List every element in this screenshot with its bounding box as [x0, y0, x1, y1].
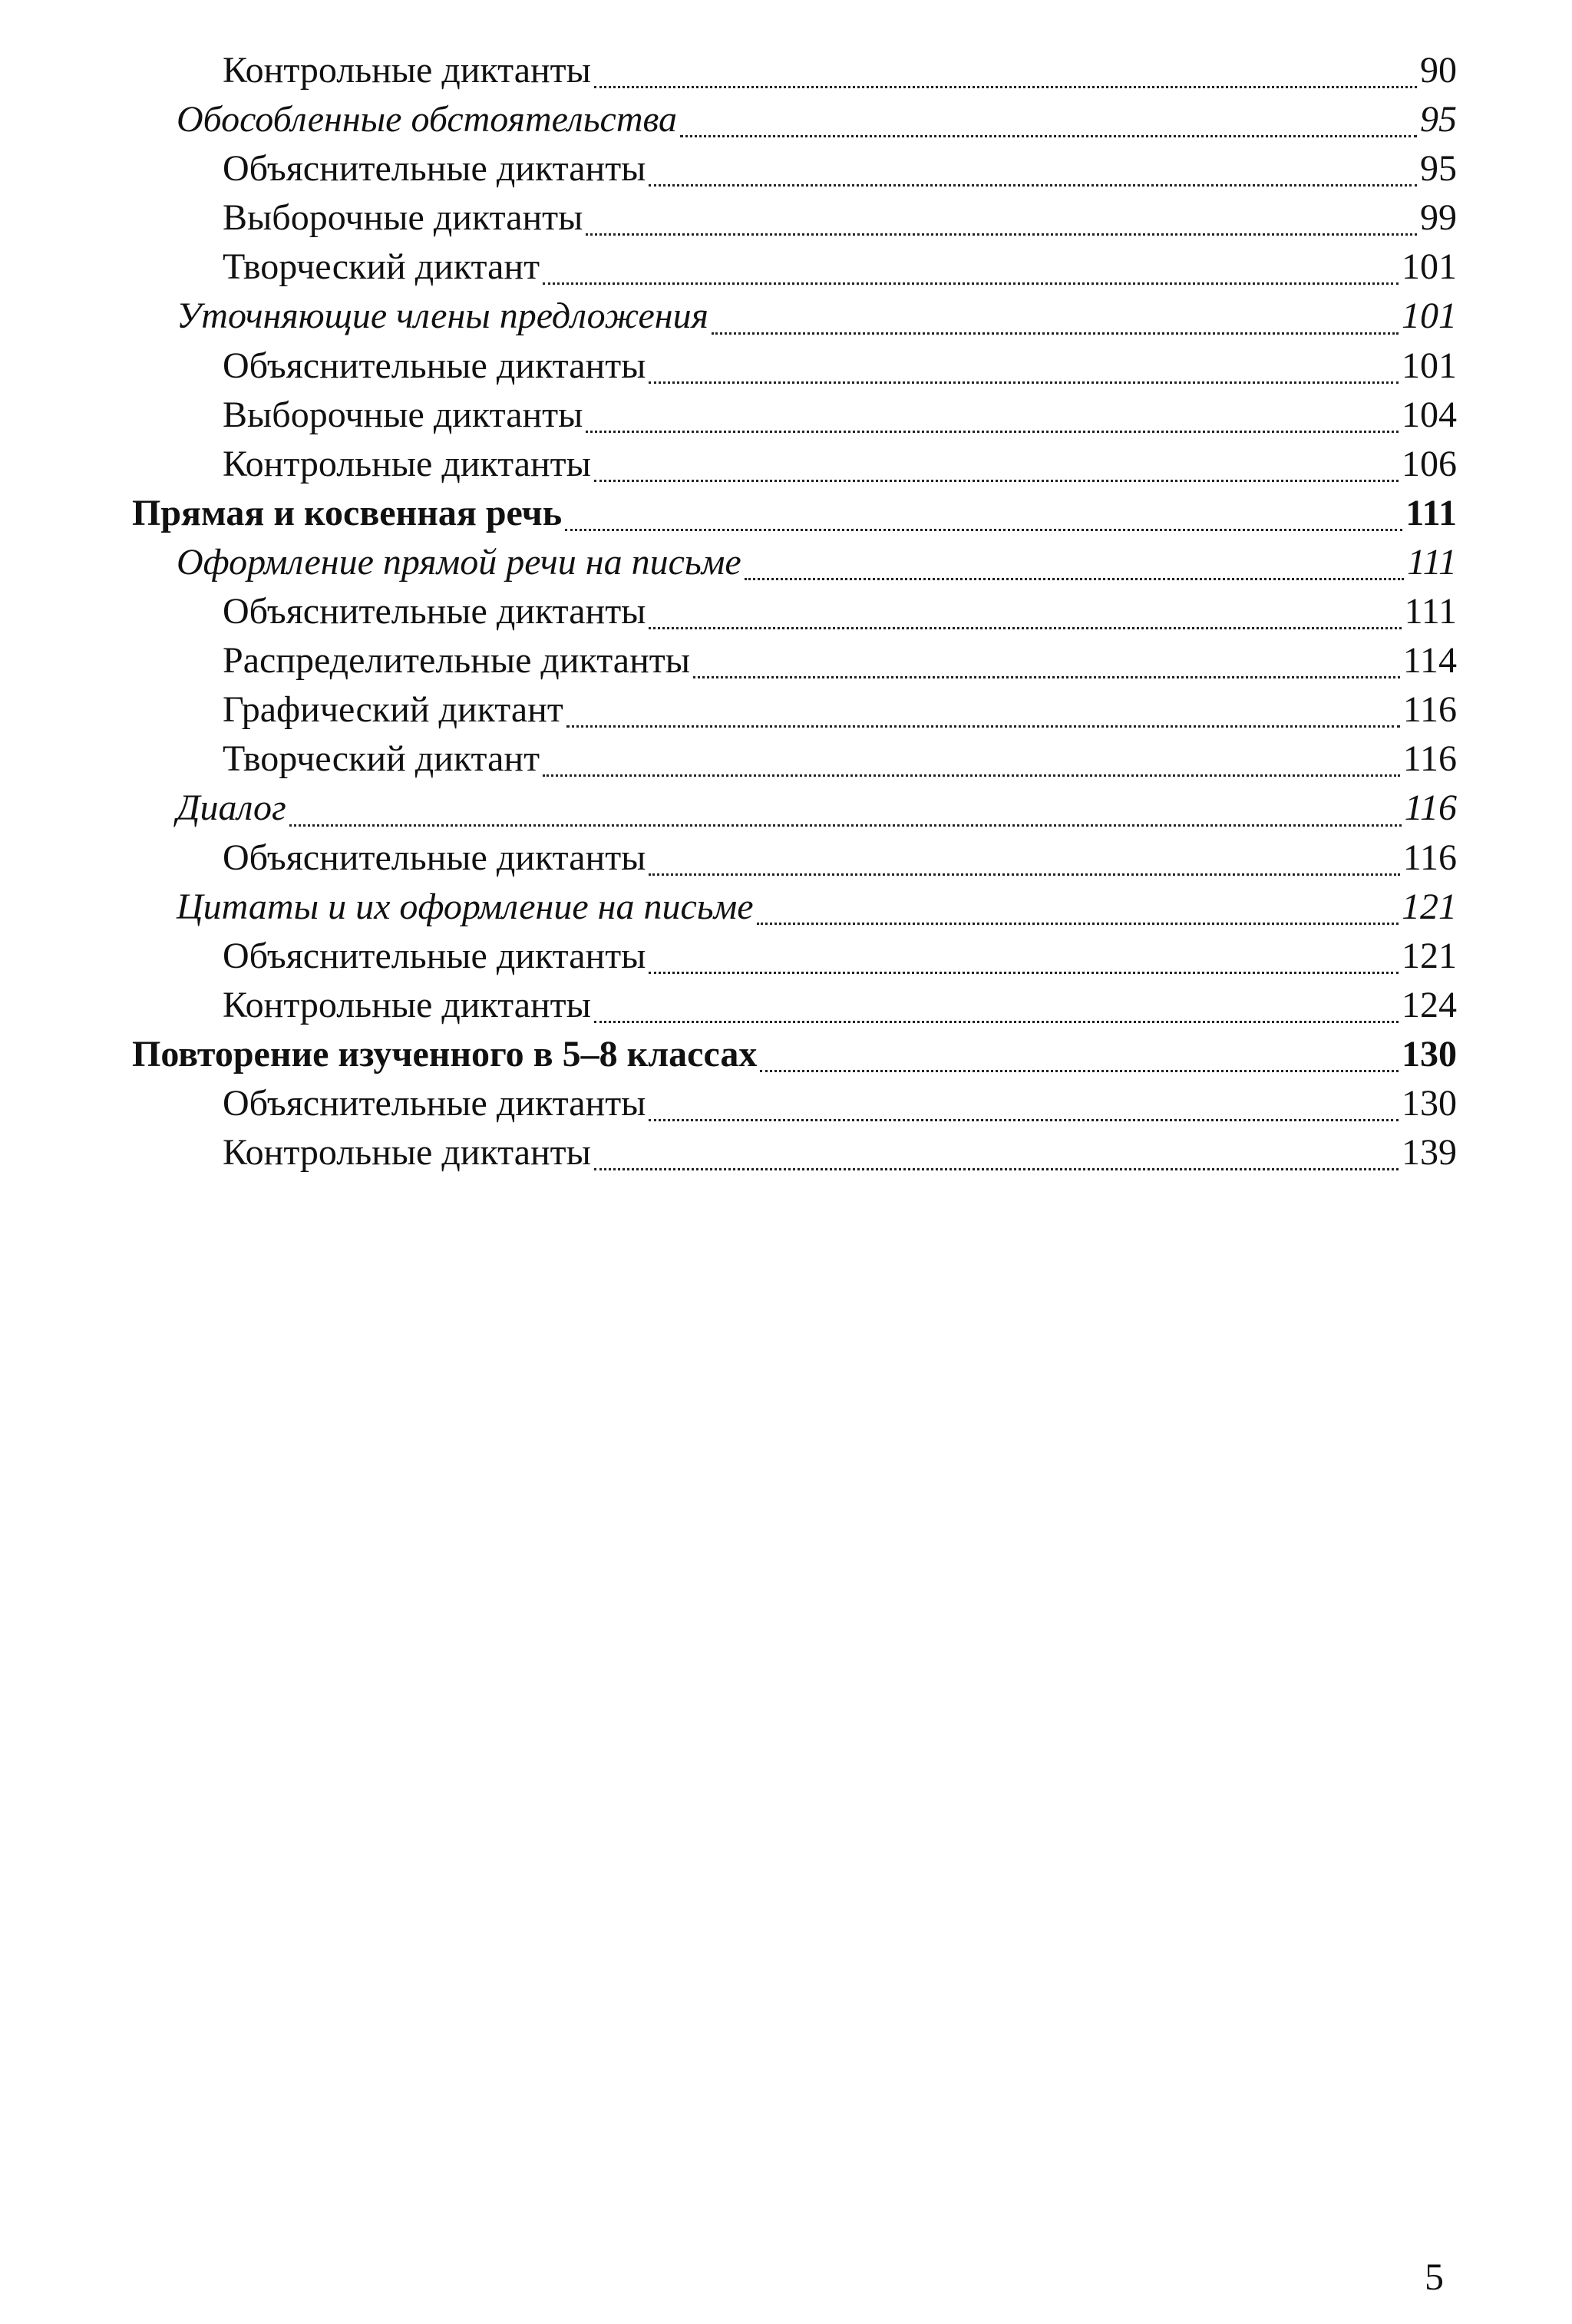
toc-entry [132, 735, 1457, 784]
toc-entry-title: Уточняющие члены предложения [177, 295, 708, 337]
toc-section [132, 1030, 1457, 1079]
toc-entry-page: 99 [1420, 197, 1457, 239]
dot-leader [745, 578, 1404, 580]
dot-leader [594, 86, 1417, 88]
toc-entry-title: Распределительные диктанты [223, 640, 690, 682]
toc-entry-page: 106 [1402, 443, 1457, 484]
toc-entry [132, 636, 1457, 685]
toc-entry [132, 193, 1457, 243]
toc-section-page: 130 [1402, 1033, 1457, 1075]
toc-entry-title: Графический диктант [223, 689, 563, 731]
toc-entry-title: Выборочные диктанты [223, 394, 583, 435]
toc-entry-page: 111 [1404, 591, 1457, 632]
toc-entry-title: Объяснительные диктанты [223, 1082, 646, 1124]
toc-entry-title: Творческий диктант [223, 246, 540, 288]
dot-leader [680, 135, 1417, 137]
dot-leader [289, 824, 1402, 827]
toc-entry-page: 124 [1402, 984, 1457, 1025]
toc-entry [132, 391, 1457, 440]
toc-entry-title: Контрольные диктанты [223, 443, 591, 484]
toc-entry [132, 46, 1457, 95]
toc-entry [132, 1079, 1457, 1128]
toc-entry [132, 342, 1457, 391]
toc-entry [132, 932, 1457, 981]
toc-entry-page: 90 [1420, 50, 1457, 91]
dot-leader [594, 1168, 1399, 1170]
toc-entry [132, 144, 1457, 193]
dot-leader [565, 529, 1402, 531]
toc-entry-title: Контрольные диктанты [223, 984, 591, 1025]
toc-entry [132, 784, 1457, 833]
toc-entry-title: Контрольные диктанты [223, 1132, 591, 1174]
toc-entry-page: 101 [1402, 345, 1457, 386]
toc-entry-page: 116 [1402, 689, 1457, 731]
toc-entry-page: 116 [1402, 738, 1457, 780]
toc-entry-page: 95 [1420, 99, 1457, 140]
dot-leader [712, 332, 1399, 335]
toc-entry-page: 114 [1402, 640, 1457, 682]
dot-leader [566, 725, 1400, 728]
toc-section-page: 111 [1405, 492, 1457, 533]
dot-leader [757, 923, 1399, 925]
toc-entry [132, 981, 1457, 1030]
toc-entry [132, 587, 1457, 636]
toc-entry-page: 139 [1402, 1132, 1457, 1174]
toc-entry-title: Диалог [177, 787, 286, 829]
toc-entry [132, 292, 1457, 341]
toc-entry-title: Объяснительные диктанты [223, 591, 646, 632]
page-number: 5 [1425, 2255, 1444, 2298]
toc-entry-title: Контрольные диктанты [223, 50, 591, 91]
toc-entry-page: 116 [1402, 837, 1457, 878]
toc-entry-title: Оформление прямой речи на письме [177, 541, 741, 583]
table-of-contents [132, 46, 1457, 1177]
toc-entry-page: 101 [1402, 295, 1457, 337]
toc-entry [132, 440, 1457, 489]
dot-leader [649, 1119, 1399, 1121]
toc-entry-title: Цитаты и их оформление на письме [177, 886, 754, 927]
dot-leader [586, 431, 1399, 433]
dot-leader [760, 1070, 1399, 1072]
dot-leader [649, 627, 1401, 629]
dot-leader [543, 774, 1400, 777]
dot-leader [649, 873, 1399, 876]
dot-leader [649, 381, 1399, 384]
toc-entry [132, 1128, 1457, 1177]
toc-entry-page: 95 [1420, 148, 1457, 190]
toc-entry-title: Объяснительные диктанты [223, 345, 646, 386]
toc-entry-page: 104 [1402, 394, 1457, 435]
dot-leader [594, 480, 1399, 482]
toc-section [132, 489, 1457, 538]
dot-leader [594, 1021, 1399, 1023]
toc-entry [132, 685, 1457, 735]
toc-entry [132, 538, 1457, 587]
toc-entry-page: 121 [1402, 886, 1457, 927]
toc-entry-page: 130 [1402, 1082, 1457, 1124]
toc-entry-title: Объяснительные диктанты [223, 935, 646, 976]
toc-entry-page: 111 [1407, 541, 1457, 583]
toc-entry-title: Объяснительные диктанты [223, 837, 646, 878]
dot-leader [649, 972, 1399, 974]
toc-entry-title: Творческий диктант [223, 738, 540, 780]
toc-entry-title: Объяснительные диктанты [223, 148, 646, 190]
dot-leader [586, 233, 1417, 236]
toc-section-title: Повторение изученного в 5–8 классах [132, 1033, 758, 1075]
dot-leader [649, 184, 1417, 187]
toc-entry-title: Выборочные диктанты [223, 197, 583, 239]
toc-entry [132, 95, 1457, 144]
toc-entry [132, 883, 1457, 932]
toc-entry-page: 116 [1404, 787, 1457, 829]
dot-leader [543, 282, 1399, 285]
toc-entry [132, 243, 1457, 292]
toc-entry-page: 121 [1402, 935, 1457, 976]
toc-section-title: Прямая и косвенная речь [132, 492, 563, 533]
toc-entry-title: Обособленные обстоятельства [177, 99, 678, 140]
toc-entry [132, 834, 1457, 883]
dot-leader [693, 676, 1400, 678]
toc-entry-page: 101 [1402, 246, 1457, 288]
